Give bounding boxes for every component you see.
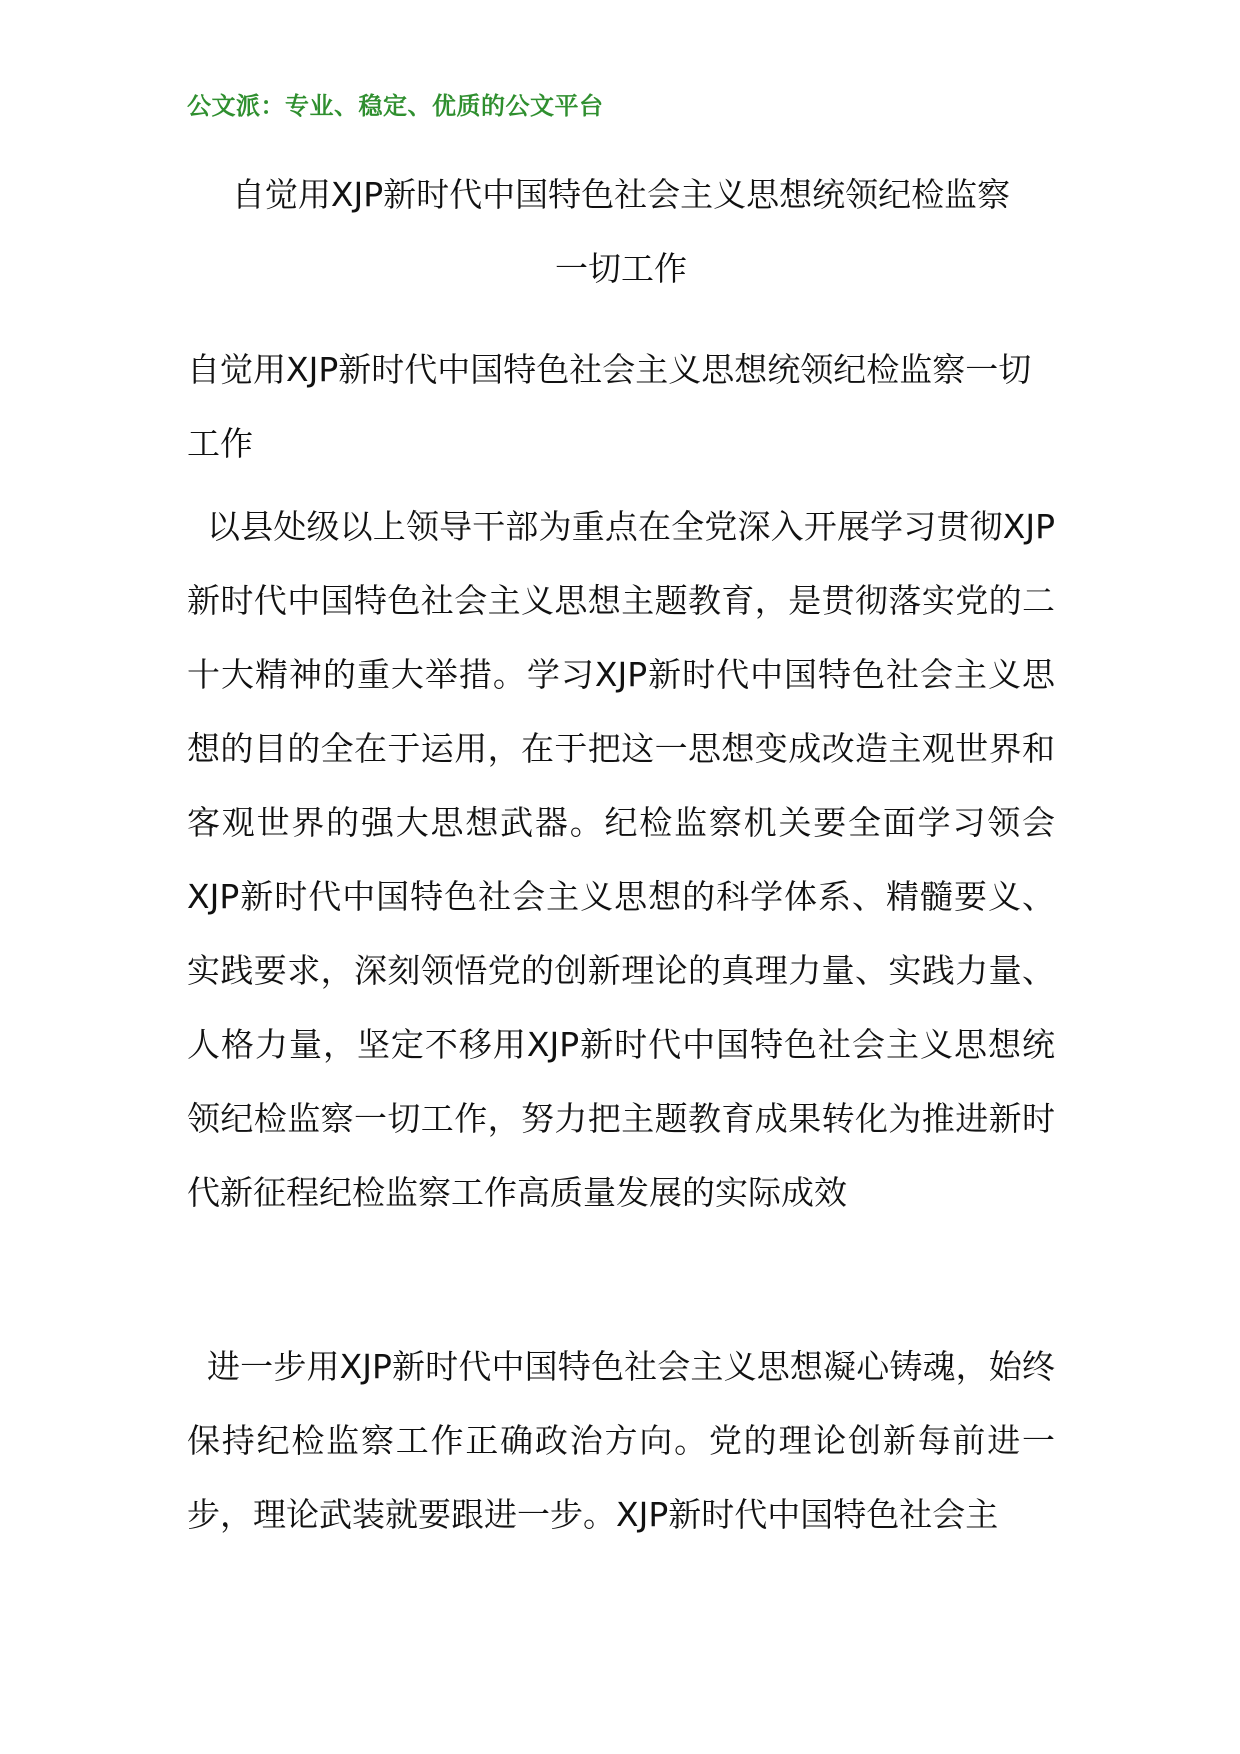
body-paragraph-2: 进一步用XJP新时代中国特色社会主义思想凝心铸魂，始终保持纪检监察工作正确政治方向。党的理论创新每前进一步，理论武装就要跟进一步。XJP新时代中国特色社会主 (187, 1347, 1055, 1534)
site-tagline: 公文派：专业、稳定、优质的公文平台 (187, 92, 604, 120)
document-subtitle: 自觉用XJP新时代中国特色社会主义思想统领纪检监察一切工作 (187, 350, 1032, 463)
document-title-line-2: 一切工作 (555, 249, 687, 288)
document-title-line-1: 自觉用XJP新时代中国特色社会主义思想统领纪检监察 (231, 175, 1011, 214)
document-title (187, 158, 1055, 306)
body-paragraph-1: 以县处级以上领导干部为重点在全党深入开展学习贯彻XJP新时代中国特色社会主义思想主题教育，是贯彻落实党的二十大精神的重大举措。学习XJP新时代中国特色社会主义思想的目的全在于运用，在于把这一思想变成改造主观世界和客观世界的强大思想武器。纪检监察机关要全面学习领会XJP新时代中国特色社会主义思想的科学体系、精髓要义、实践要求，深刻领悟党的创新理论的真理力量、实践力量、人格力量，坚定不移用XJP新时代中国特色社会主义思想统领纪检监察一切工作，努力把主题教育成果转化为推进新时代新征程纪检监察工作高质量发展的实际成效 (187, 507, 1055, 1212)
